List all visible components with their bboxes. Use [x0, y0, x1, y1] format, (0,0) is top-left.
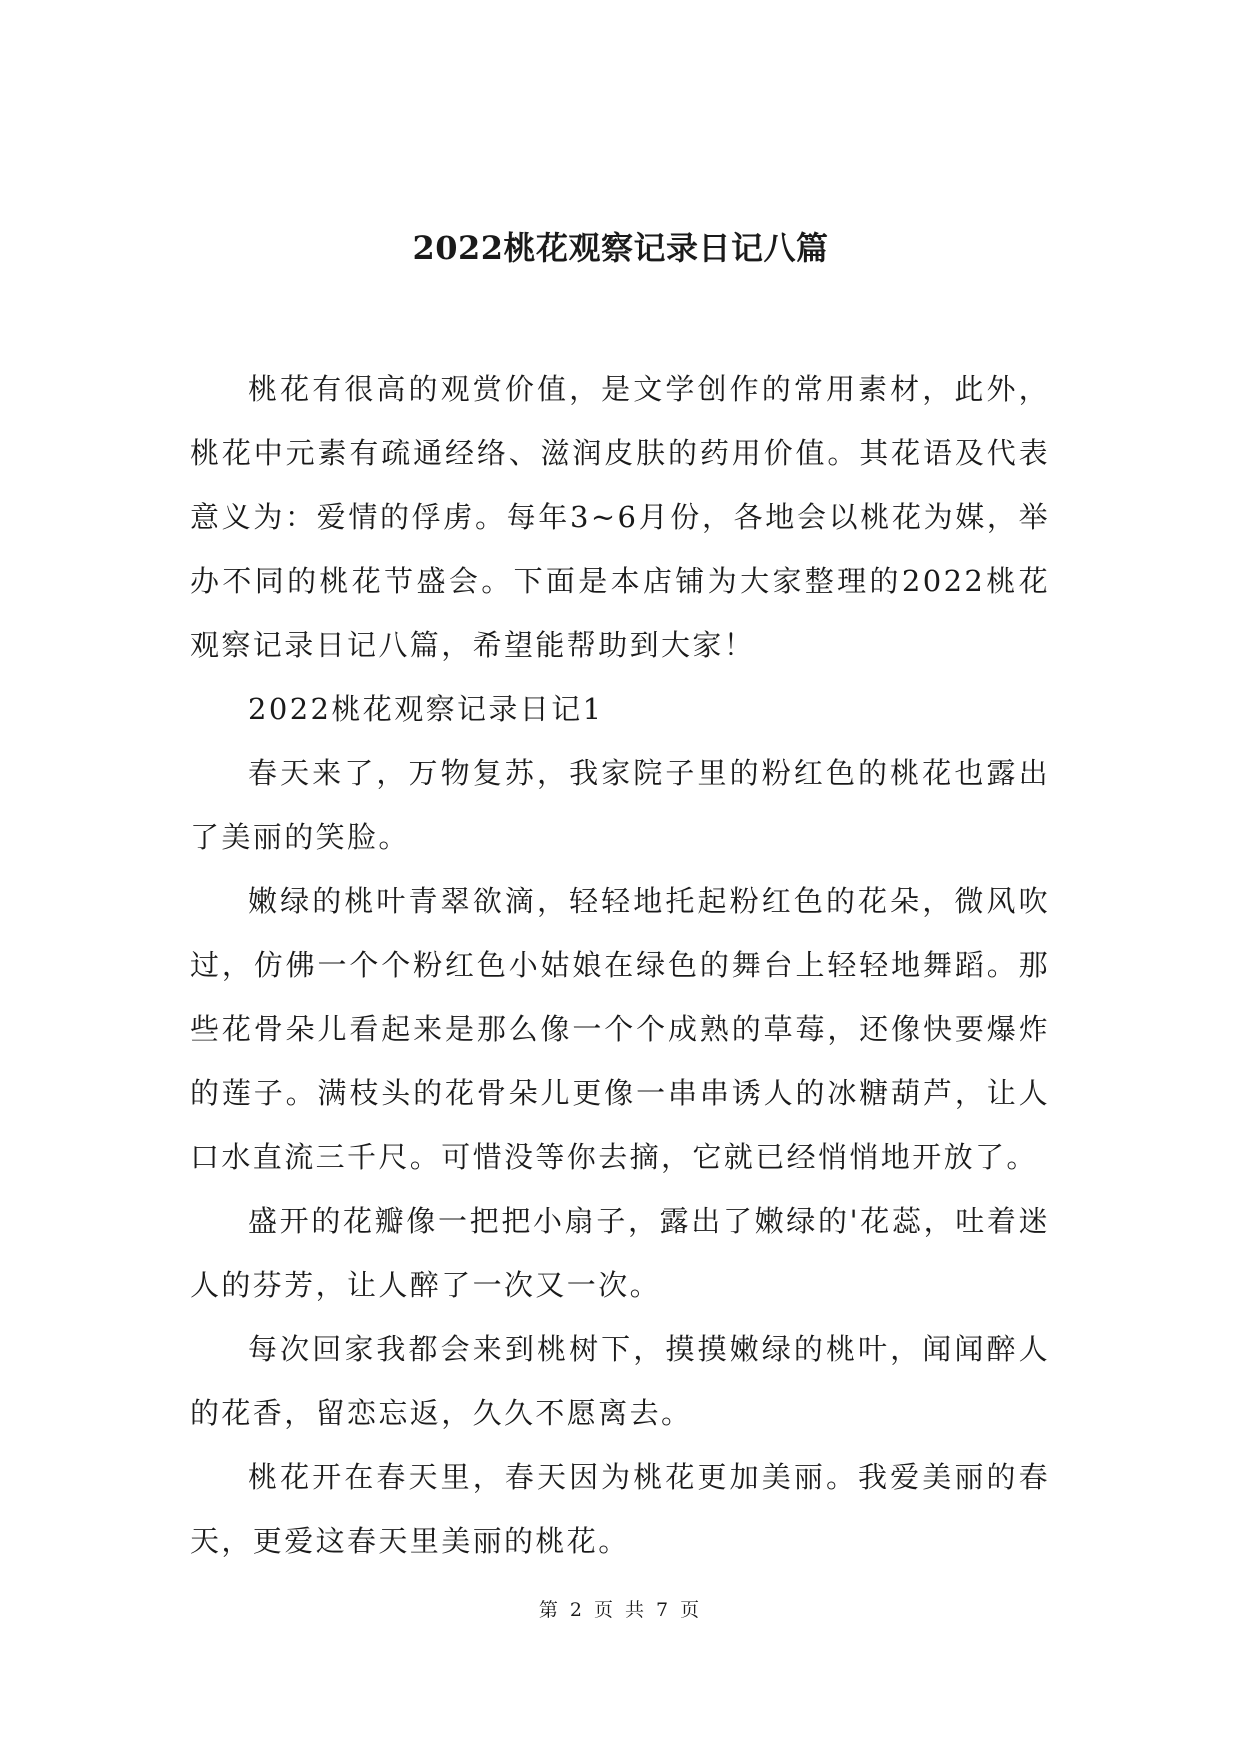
body-paragraph: 每次回家我都会来到桃树下，摸摸嫩绿的桃叶，闻闻醉人的花香，留恋忘返，久久不愿离去。 [190, 1332, 1050, 1430]
body-paragraph: 嫩绿的桃叶青翠欲滴，轻轻地托起粉红色的花朵，微风吹过，仿佛一个个粉红色小姑娘在绿色的舞台上轻轻地舞蹈。那些花骨朵儿看起来是那么像一个个成熟的草莓，还像快要爆炸的莲子。满枝头的花骨朵儿更像一串串诱人的冰糖葫芦，让人口水直流三千尺。可惜没等你去摘，它就已经悄悄地开放了。 [190, 884, 1050, 1174]
page-title: 2022桃花观察记录日记八篇 [412, 229, 829, 267]
page-footer: 第 2 页 共 7 页 [538, 1599, 703, 1621]
body-paragraph: 桃花开在春天里，春天因为桃花更加美丽。我爱美丽的春天，更爱这春天里美丽的桃花。 [190, 1460, 1050, 1558]
body-paragraph: 盛开的花瓣像一把把小扇子，露出了嫩绿的'花蕊，吐着迷人的芬芳，让人醉了一次又一次。 [190, 1204, 1050, 1302]
intro-paragraph: 桃花有很高的观赏价值，是文学创作的常用素材，此外，桃花中元素有疏通经络、滋润皮肤的药用价值。其花语及代表意义为：爱情的俘虏。每年3~6月份，各地会以桃花为媒，举办不同的桃花节盛会。下面是本店铺为大家整理的2022桃花观察记录日记八篇，希望能帮助到大家！ [190, 372, 1050, 662]
section-heading: 2022桃花观察记录日记1 [248, 692, 604, 726]
body-paragraph: 春天来了，万物复苏，我家院子里的粉红色的桃花也露出了美丽的笑脸。 [190, 756, 1050, 854]
document-body [190, 357, 1050, 1573]
